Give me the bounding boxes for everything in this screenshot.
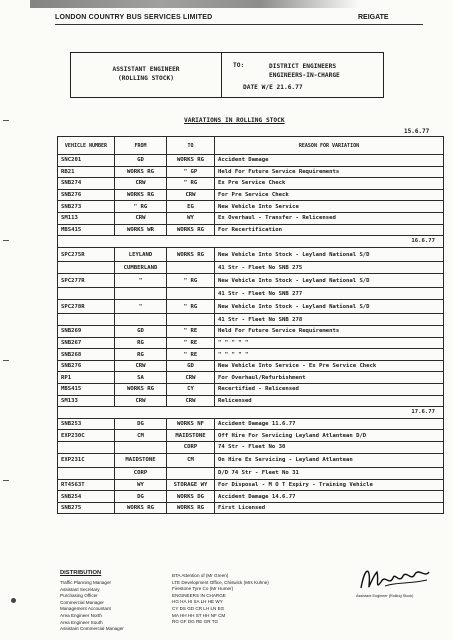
- table-row: [58, 468, 444, 480]
- reason-cell: Held For Future Service Requirements: [215, 326, 444, 338]
- header-to: TO: [167, 137, 215, 155]
- table-row: [58, 178, 444, 190]
- reason-cell: 41 Str - Fleet No SNB 275: [215, 262, 444, 274]
- reason-cell: For Disposal - M O T Expiry - Training Vehicle: [215, 479, 444, 491]
- vehicle-cell: [58, 468, 115, 480]
- from-cell: [115, 288, 167, 300]
- from-cell: WORKS RG: [115, 166, 167, 178]
- vehicle-cell: SNB253: [58, 418, 115, 430]
- vehicle-cell: SNB275: [58, 502, 115, 514]
- vehicle-cell: MBS415: [58, 384, 115, 396]
- to-cell: EG: [167, 201, 215, 213]
- to-cell: CM: [167, 453, 215, 468]
- from-cell: SA: [115, 372, 167, 384]
- variations-table: [57, 136, 444, 514]
- distribution-item: Assistant Commercial Manager: [60, 626, 124, 632]
- vehicle-cell: RP1: [58, 372, 115, 384]
- vehicle-cell: SPC278R: [58, 299, 115, 314]
- from-cell: WORKS WR: [115, 224, 167, 236]
- reason-cell: For Pre Service Check: [215, 189, 444, 201]
- table-row: [58, 349, 444, 361]
- reason-cell: For Recertification: [215, 224, 444, 236]
- margin-mark: [3, 240, 9, 241]
- to-label: TO:: [233, 62, 245, 69]
- table-row: [58, 430, 444, 442]
- to-cell: CORP: [167, 441, 215, 453]
- reason-cell: 74 Str - Fleet No 30: [215, 441, 444, 453]
- reason-cell: Accident Damage: [215, 155, 444, 167]
- vehicle-cell: SNB254: [58, 491, 115, 503]
- from-cell: CRW: [115, 395, 167, 407]
- from-cell: ": [115, 273, 167, 288]
- reason-cell: " " " " ": [215, 337, 444, 349]
- to-cell: WORKS NF: [167, 418, 215, 430]
- vehicle-cell: [58, 314, 115, 326]
- from-block: [71, 53, 222, 97]
- table-row: [58, 224, 444, 236]
- reason-cell: New Vehicle Into Service - Ex Pre Service Check: [215, 360, 444, 372]
- reason-cell: Recertified - Relicensed: [215, 384, 444, 396]
- from-line-1: ASSISTANT ENGINEER: [112, 66, 180, 73]
- to-cell: " RE: [167, 326, 215, 338]
- to-block: [269, 62, 340, 80]
- to-line-2: ENGINEERS-IN-CHARGE: [269, 72, 340, 79]
- reason-cell: New Vehicle Into Stock - Leyland National S/D: [215, 299, 444, 314]
- table-row: [58, 360, 444, 372]
- from-cell: DG: [115, 491, 167, 503]
- table-row: [58, 441, 444, 453]
- margin-mark: [3, 480, 9, 481]
- to-cell: " RG: [167, 273, 215, 288]
- vehicle-cell: SNC201: [58, 155, 115, 167]
- vehicle-cell: SNB273: [58, 201, 115, 213]
- distribution-item: CY DS GD CR LH LN EG: [172, 605, 225, 611]
- to-cell: CY: [167, 384, 215, 396]
- from-cell: CRW: [115, 360, 167, 372]
- table-row: [58, 453, 444, 468]
- header-rule: [55, 24, 423, 25]
- document-title: VARIATIONS IN ROLLING STOCK: [184, 117, 285, 124]
- distribution-item: Area Engineer South: [60, 619, 103, 625]
- vehicle-cell: EXP230C: [58, 430, 115, 442]
- vehicle-cell: RT4563T: [58, 479, 115, 491]
- table-row: [58, 273, 444, 288]
- distribution-item: Purchasing Officer: [60, 593, 98, 599]
- vehicle-cell: SNB269: [58, 326, 115, 338]
- to-cell: CRW: [167, 372, 215, 384]
- from-cell: [115, 441, 167, 453]
- vehicle-cell: SNB276: [58, 189, 115, 201]
- from-cell: ": [115, 299, 167, 314]
- from-cell: RG: [115, 349, 167, 361]
- vehicle-cell: SM113: [58, 212, 115, 224]
- table-row: [58, 384, 444, 396]
- table-row: [58, 212, 444, 224]
- from-cell: GD: [115, 155, 167, 167]
- reason-cell: " " " " ": [215, 349, 444, 361]
- table-row: [58, 479, 444, 491]
- from-cell: RG: [115, 337, 167, 349]
- to-line-1: DISTRICT ENGINEERS: [269, 63, 337, 70]
- table-row: [58, 299, 444, 314]
- address-box: [70, 52, 384, 98]
- table-row: [58, 201, 444, 213]
- vehicle-cell: SM133: [58, 395, 115, 407]
- to-cell: " RG: [167, 299, 215, 314]
- from-line-2: (ROLLING STOCK): [118, 75, 174, 82]
- reason-cell: D/D 74 Str - Fleet No 31: [215, 468, 444, 480]
- distribution-item: Assistant Secretary: [60, 586, 100, 592]
- to-cell: CRW: [167, 189, 215, 201]
- table-row: [58, 372, 444, 384]
- table-row: [58, 262, 444, 274]
- table-row: [58, 288, 444, 300]
- to-cell: " RG: [167, 178, 215, 190]
- from-cell: LEYLAND: [115, 247, 167, 262]
- to-cell: " RE: [167, 349, 215, 361]
- reason-cell: First Licensed: [215, 502, 444, 514]
- to-cell: [167, 288, 215, 300]
- to-cell: " GP: [167, 166, 215, 178]
- table-row: [58, 337, 444, 349]
- distribution-item: Management Accountant: [60, 606, 111, 612]
- vehicle-cell: [58, 441, 115, 453]
- reason-cell: 41 Str - Fleet No SNB 277: [215, 288, 444, 300]
- reason-cell: New Vehicle Into Service: [215, 201, 444, 213]
- header-from: FROM: [115, 137, 167, 155]
- table-row: [58, 491, 444, 503]
- reason-cell: Ex Overhaul - Transfer - Relicensed: [215, 212, 444, 224]
- memo-date: DATE W/E 21.6.77: [243, 84, 303, 91]
- date-divider-row: [58, 236, 444, 248]
- margin-mark: [3, 120, 9, 121]
- header-reason: REASON FOR VARIATION: [215, 137, 444, 155]
- from-cell: DG: [115, 418, 167, 430]
- date-divider-row: [58, 407, 444, 419]
- scan-smudge: [30, 0, 360, 8]
- to-cell: WORKS RG: [167, 502, 215, 514]
- from-cell: GD: [115, 326, 167, 338]
- reason-cell: Off Hire For Servicing Leyland Atlantean D/D: [215, 430, 444, 442]
- header-vehicle: VEHICLE NUMBER: [58, 137, 115, 155]
- to-cell: WORKS DG: [167, 491, 215, 503]
- distribution-title: DISTRIBUTION: [60, 570, 102, 576]
- vehicle-cell: SNB276: [58, 360, 115, 372]
- distribution-item: HG HA HI SA LH HE WY: [172, 599, 223, 605]
- vehicle-cell: SPC277R: [58, 273, 115, 288]
- vehicle-cell: [58, 262, 115, 274]
- signature: [355, 560, 435, 598]
- vehicle-cell: SNB267: [58, 337, 115, 349]
- signature-caption: Assistant Engineer (Rolling Stock): [356, 594, 414, 598]
- to-cell: STORAGE WY: [167, 479, 215, 491]
- company-name: LONDON COUNTRY BUS SERVICES LIMITED: [55, 14, 213, 21]
- to-cell: " RE: [167, 337, 215, 349]
- to-cell: [167, 468, 215, 480]
- reason-cell: Ex Pre Service Check: [215, 178, 444, 190]
- distribution-item: Firestone Tyre Co (Mr Humer): [172, 586, 234, 592]
- vehicle-cell: EXP231C: [58, 453, 115, 468]
- to-cell: WORKS RG: [167, 224, 215, 236]
- distribution-item: Area Engineer North: [60, 612, 102, 618]
- table-header-row: [58, 137, 444, 155]
- vehicle-cell: [58, 288, 115, 300]
- distribution-item: MA HH HH ST HH NF CM: [172, 612, 226, 618]
- to-cell: WORKS RG: [167, 247, 215, 262]
- distribution-list-middle: [172, 573, 269, 626]
- section-date: 15.6.77: [404, 128, 430, 135]
- punch-hole: [11, 598, 16, 603]
- distribution-item: ENGINEERS IN CHARGE: [172, 592, 226, 598]
- from-cell: CORP: [115, 468, 167, 480]
- table-row: [58, 247, 444, 262]
- to-cell: WY: [167, 212, 215, 224]
- vehicle-cell: SPC275R: [58, 247, 115, 262]
- to-cell: CRW: [167, 395, 215, 407]
- table-row: [58, 189, 444, 201]
- distribution-list-left: [60, 580, 124, 633]
- table-row: [58, 155, 444, 167]
- from-cell: CM: [115, 430, 167, 442]
- from-cell: CRW: [115, 178, 167, 190]
- reason-cell: Held For Future Service Requirements: [215, 166, 444, 178]
- to-cell: WORKS RG: [167, 155, 215, 167]
- table-row: [58, 502, 444, 514]
- reason-cell: New Vehicle Into Stock - Leyland National S/D: [215, 273, 444, 288]
- table-row: [58, 314, 444, 326]
- date-divider: 17.6.77: [58, 407, 444, 419]
- vehicle-cell: SNB274: [58, 178, 115, 190]
- table-row: [58, 166, 444, 178]
- location: REIGATE: [358, 14, 389, 21]
- reason-cell: On Hire Ex Servicing - Leyland Atlantean: [215, 453, 444, 468]
- distribution-item: Commercial Manager: [60, 599, 104, 605]
- from-cell: CRW: [115, 212, 167, 224]
- reason-cell: New Vehicle Into Stock - Leyland National S/D: [215, 247, 444, 262]
- reason-cell: Accident Damage 14.6.77: [215, 491, 444, 503]
- to-cell: [167, 262, 215, 274]
- from-cell: " RG: [115, 201, 167, 213]
- reason-cell: For Overhaul/Refurbishment: [215, 372, 444, 384]
- from-cell: WORKS RG: [115, 189, 167, 201]
- vehicle-cell: SNB268: [58, 349, 115, 361]
- date-divider: 16.6.77: [58, 236, 444, 248]
- distribution-item: Traffic Planning Manager: [60, 580, 112, 585]
- margin-mark: [3, 360, 9, 361]
- from-cell: WORKS RG: [115, 384, 167, 396]
- distribution-item: BTA Attention of (Mr Green): [172, 573, 229, 578]
- table-row: [58, 418, 444, 430]
- vehicle-cell: RB21: [58, 166, 115, 178]
- reason-cell: Relicensed: [215, 395, 444, 407]
- distribution-item: RG GF DG RE GR TG: [172, 619, 219, 625]
- reason-cell: Accident Damage 11.6.77: [215, 418, 444, 430]
- distribution-item: LTE Development Office, Chiswick (Mrs Kuhne): [172, 579, 269, 585]
- to-cell: [167, 314, 215, 326]
- from-cell: WY: [115, 479, 167, 491]
- to-cell: MAIDSTONE: [167, 430, 215, 442]
- from-cell: MAIDSTONE: [115, 453, 167, 468]
- from-cell: CUMBERLAND: [115, 262, 167, 274]
- vehicle-cell: MBS415: [58, 224, 115, 236]
- reason-cell: 41 Str - Fleet No SNB 278: [215, 314, 444, 326]
- table-row: [58, 326, 444, 338]
- table-row: [58, 395, 444, 407]
- from-cell: WORKS RG: [115, 502, 167, 514]
- to-cell: GD: [167, 360, 215, 372]
- from-cell: [115, 314, 167, 326]
